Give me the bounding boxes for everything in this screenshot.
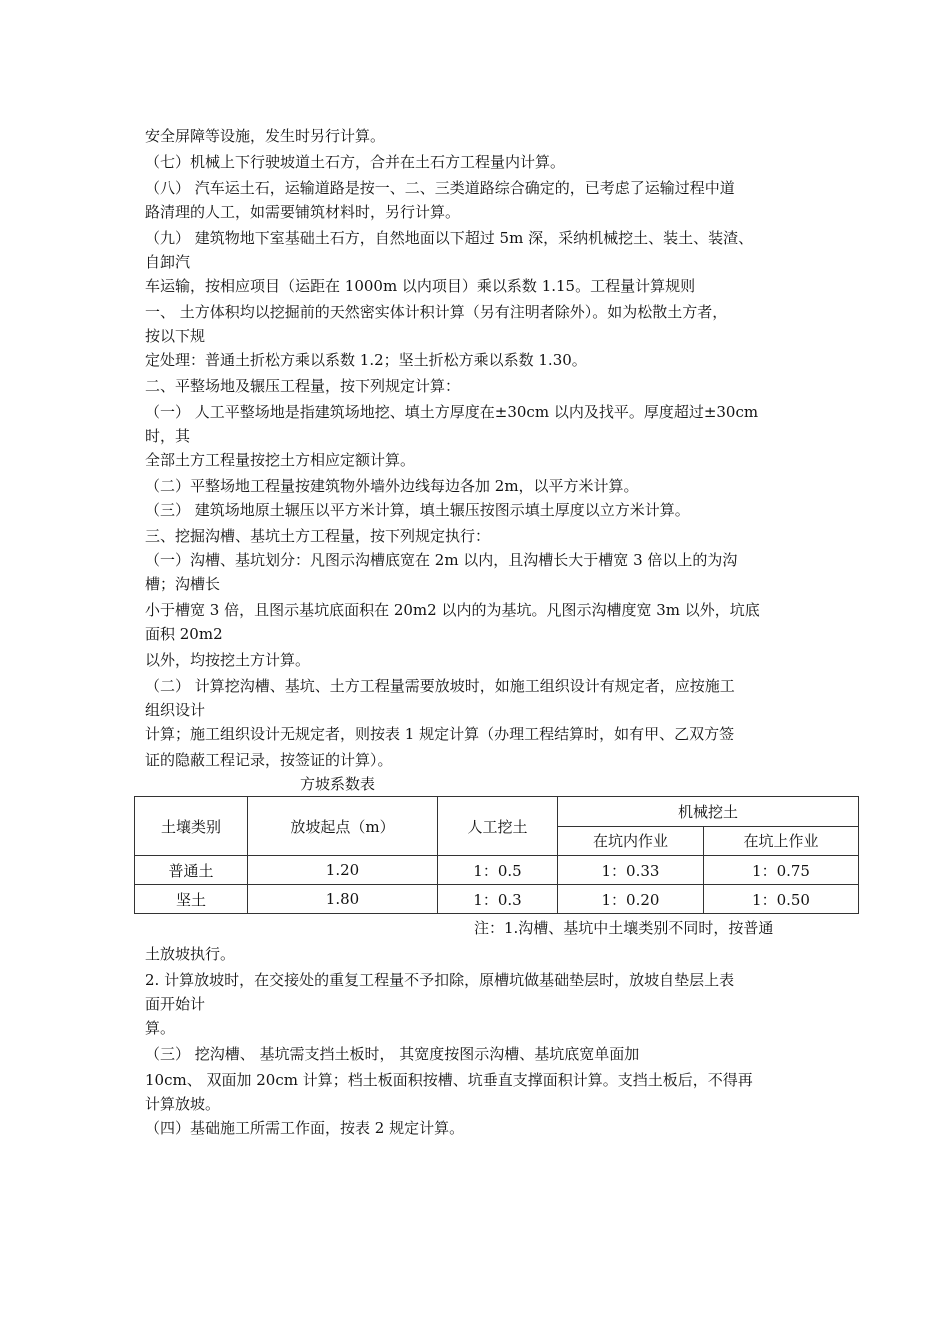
text-line: 一、 土方体积均以挖掘前的天然密实体计积计算（另有注明者除外）。如为松散土方者， [145, 303, 728, 321]
text-line: 全部土方工程量按挖土方相应定额计算。 [145, 451, 416, 469]
text-line: （一） 人工平整场地是指建筑场地挖、填土方厚度在±30cm 以内及找平。厚度超过±30cm [145, 403, 759, 421]
text-line: 10cm、 双面加 20cm 计算；档土板面积按槽、坑垂直支撑面积计算。支挡土板后，不得再 [145, 1071, 753, 1089]
table-header-row [135, 797, 859, 827]
header-manual-excavation: 人工挖土 [438, 797, 558, 856]
text-line: 时，其 [145, 427, 191, 445]
cell-start: 1.20 [248, 856, 438, 885]
text-line: 计算放坡。 [145, 1095, 221, 1113]
text-line: 二、平整场地及辗压工程量，按下列规定计算： [145, 377, 461, 395]
text-line: 组织设计 [145, 701, 206, 719]
header-in-pit: 在坑内作业 [558, 826, 704, 856]
text-line: 证的隐蔽工程记录，按签证的计算）。 [145, 751, 393, 769]
header-slope-start: 放坡起点（m） [248, 797, 438, 856]
text-line: 定处理：普通土折松方乘以系数 1.2；坚土折松方乘以系数 1.30。 [145, 351, 587, 369]
text-line: 路清理的人工，如需要铺筑材料时，另行计算。 [145, 203, 461, 221]
cell-soil: 坚土 [135, 885, 248, 914]
text-line: （七）机械上下行驶坡道土石方，合并在土石方工程量内计算。 [145, 153, 566, 171]
cell-on-pit: 1：0.50 [704, 885, 859, 914]
text-line: （九） 建筑物地下室基础土石方，自然地面以下超过 5m 深，采纳机械挖土、装土、装渣、 [145, 229, 754, 247]
slope-coefficient-table [134, 796, 859, 914]
text-line: （三） 建筑场地原土辗压以平方米计算，填土辗压按图示填土厚度以立方米计算。 [145, 501, 690, 519]
text-line: （八） 汽车运土石，运输道路是按一、二、三类道路综合确定的，已考虑了运输过程中道 [145, 179, 735, 197]
text-line: （二）平整场地工程量按建筑物外墙外边线每边各加 2m，以平方米计算。 [145, 477, 639, 495]
cell-manual: 1：0.5 [438, 856, 558, 885]
cell-start: 1.80 [248, 885, 438, 914]
text-line: （一）沟槽、基坑划分：凡图示沟槽底宽在 2m 以内，且沟槽长大于槽宽 3 倍以上的为沟 [145, 551, 738, 569]
text-line: （二） 计算挖沟槽、基坑、土方工程量需要放坡时，如施工组织设计有规定者，应按施工 [145, 677, 735, 695]
text-line: 算。 [145, 1019, 176, 1037]
text-line: 以外，均按挖土方计算。 [145, 651, 311, 669]
text-line: 按以下规 [145, 327, 206, 345]
text-line: 车运输，按相应项目（运距在 1000m 以内项目）乘以系数 1.15。工程量计算规则 [145, 277, 696, 295]
cell-in-pit: 1：0.20 [558, 885, 704, 914]
text-line: （四）基础施工所需工作面，按表 2 规定计算。 [145, 1119, 465, 1137]
cell-manual: 1：0.3 [438, 885, 558, 914]
table-caption: 方坡系数表 [300, 775, 376, 793]
table-row [135, 885, 859, 914]
table-note: 注：1.沟槽、基坑中土壤类别不同时，按普通 [474, 919, 774, 937]
text-line: 三、挖掘沟槽、基坑土方工程量，按下列规定执行： [145, 527, 491, 545]
text-line: 槽；沟槽长 [145, 575, 221, 593]
header-machine-excavation: 机械挖土 [558, 797, 859, 827]
text-line: （三） 挖沟槽、 基坑需支挡土板时， 其宽度按图示沟槽、基坑底宽单面加 [145, 1045, 640, 1063]
header-soil-type: 土壤类别 [135, 797, 248, 856]
text-line: 2. 计算放坡时，在交接处的重复工程量不予扣除，原槽坑做基础垫层时，放坡自垫层上表 [145, 971, 735, 989]
text-line: 自卸汽 [145, 253, 191, 271]
table-row [135, 856, 859, 885]
cell-in-pit: 1：0.33 [558, 856, 704, 885]
cell-soil: 普通土 [135, 856, 248, 885]
text-line: 小于槽宽 3 倍，且图示基坑底面积在 20m2 以内的为基坑。凡图示沟槽度宽 3m 以外，坑底 [145, 601, 760, 619]
text-line: 面开始计 [145, 995, 206, 1013]
text-line: 安全屏障等设施，发生时另行计算。 [145, 127, 386, 145]
text-line: 计算；施工组织设计无规定者，则按表 1 规定计算（办理工程结算时，如有甲、乙双方签 [145, 725, 735, 743]
header-on-pit: 在坑上作业 [704, 826, 859, 856]
text-line: 土放坡执行。 [145, 945, 236, 963]
text-line: 面积 20m2 [145, 625, 223, 643]
cell-on-pit: 1：0.75 [704, 856, 859, 885]
